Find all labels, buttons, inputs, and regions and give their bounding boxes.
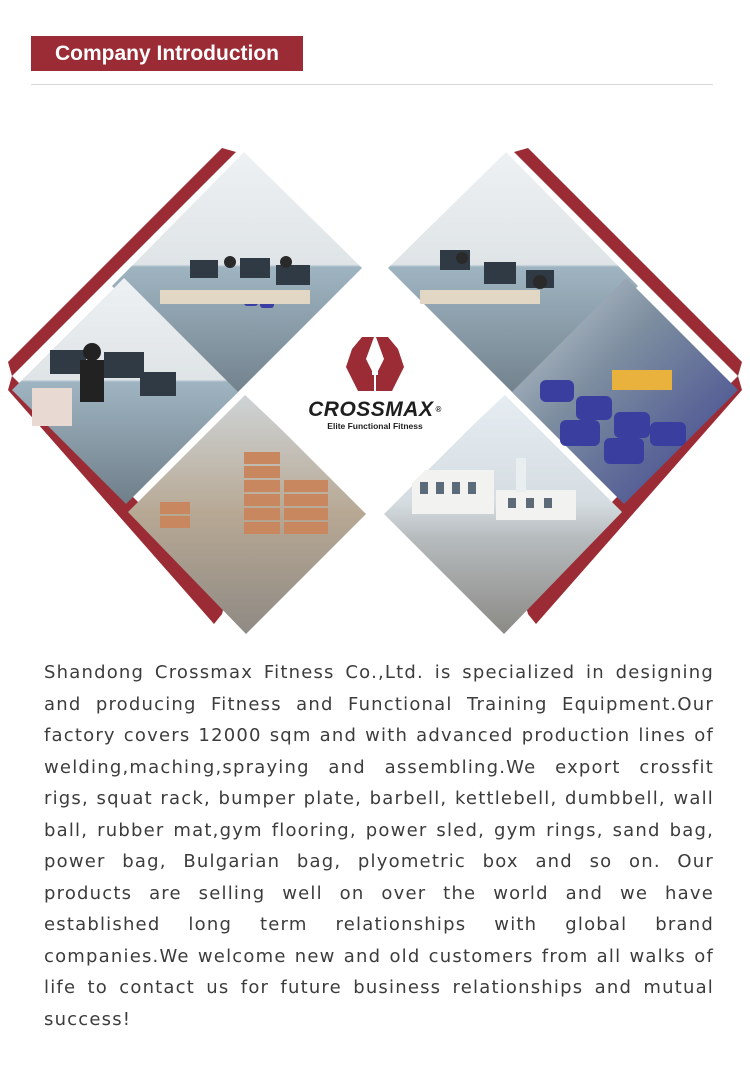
section-title: Company Introduction [31, 36, 303, 71]
company-description: Shandong Crossmax Fitness Co.,Ltd. is specialized in designing and producing Fitness and Functional Training Equipment.Our factory covers 12000 sqm and with advanced production lines of welding,maching,spraying and assembling.We export crossfit rigs, squat rack, bumper plate, barbell, kettlebell, dumbbell, wall ball, rubber mat,gym flooring, power sled, gym rings, sand bag, power bag, Bulgarian bag, plyometric box and so on. Our products are selling well on over the world and we have established long term relationships with global brand companies.We welcome new and old customers from all walks of life to contact us for future business relationships and mutual success! [44, 662, 714, 1030]
registered-mark: ® [435, 405, 442, 414]
brand-tagline: Elite Functional Fitness [327, 421, 423, 431]
brand-name [300, 399, 450, 421]
brand-text: CROSSMAX [308, 398, 434, 421]
crossmax-logo [300, 335, 450, 445]
divider-line [31, 84, 713, 85]
crossmax-logo-mark-icon [344, 335, 406, 393]
